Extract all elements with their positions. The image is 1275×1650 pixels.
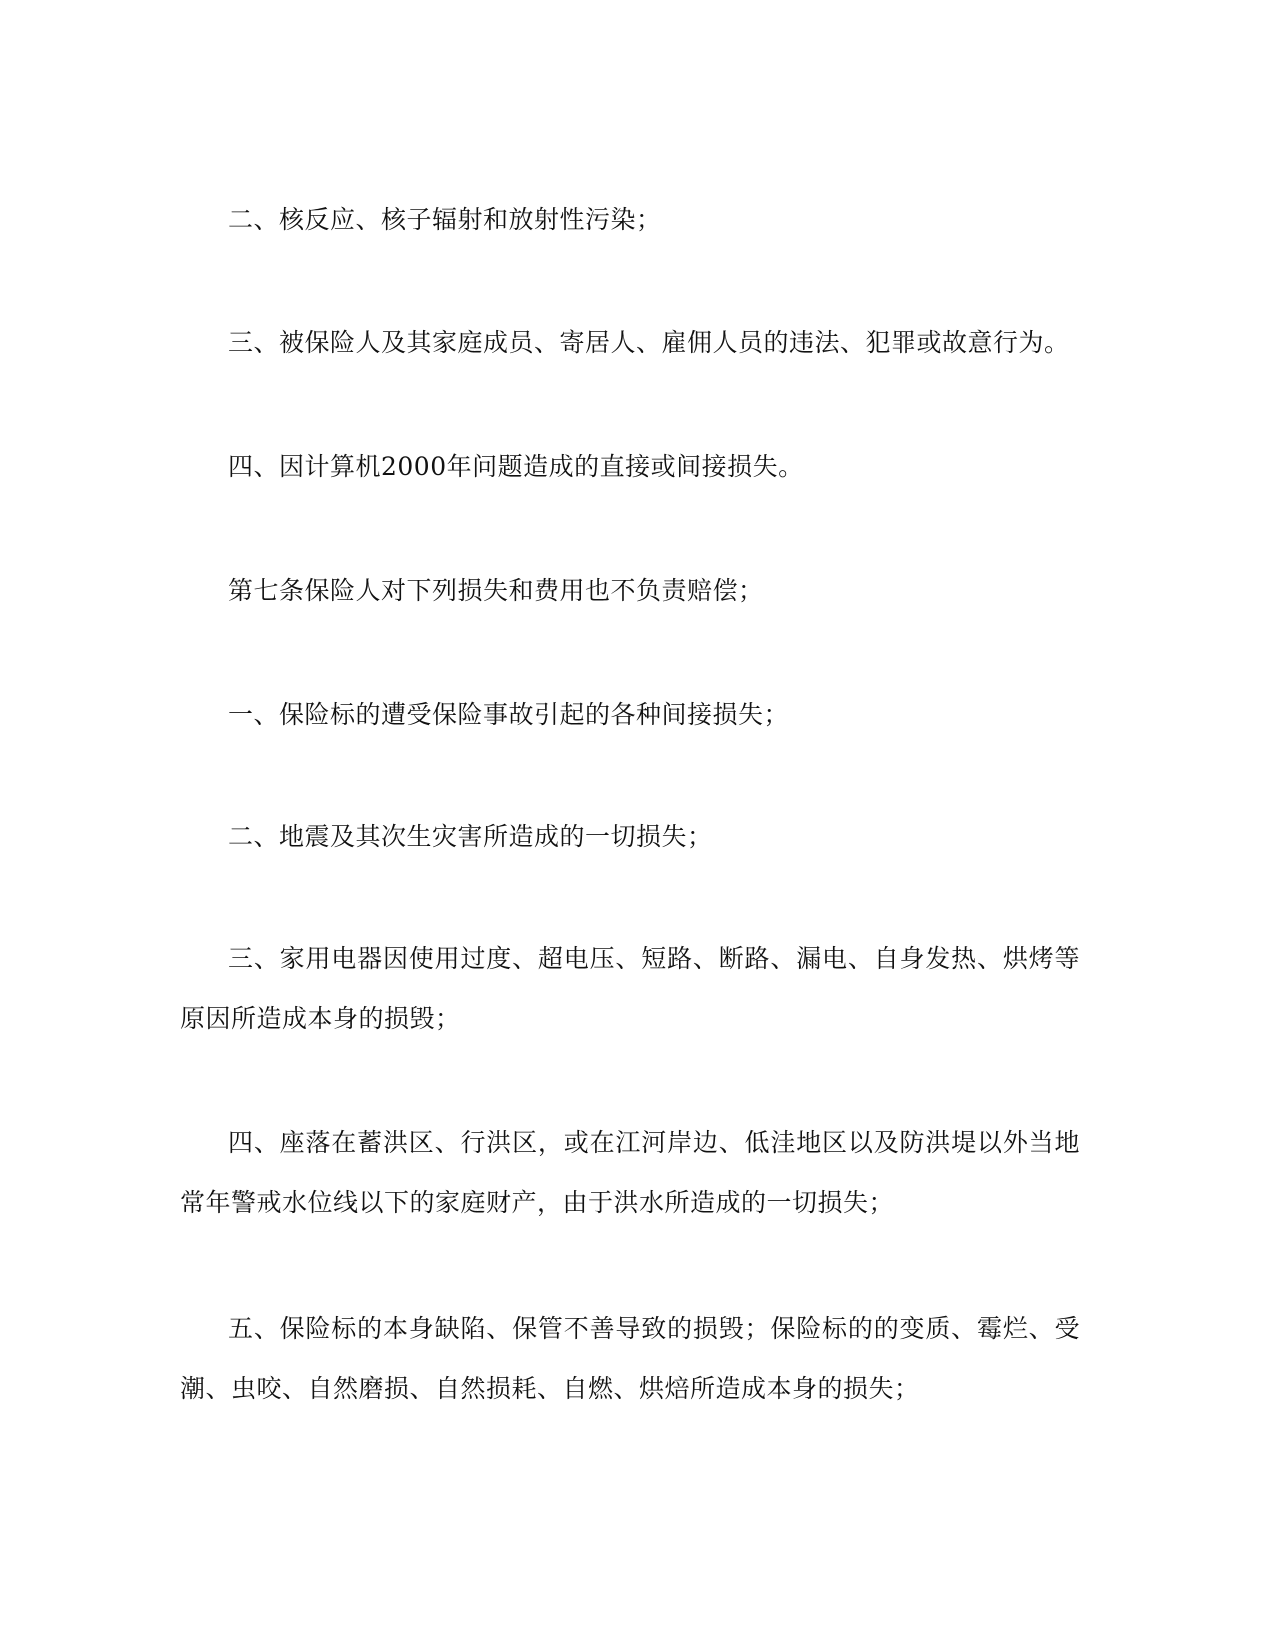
- paragraph-3: 四、因计算机2000年问题造成的直接或间接损失。: [228, 452, 804, 481]
- paragraph-5: 一、保险标的遭受保险事故引起的各种间接损失；: [228, 700, 790, 729]
- paragraph-2: 三、被保险人及其家庭成员、寄居人、雇佣人员的违法、犯罪或故意行为。: [228, 328, 1070, 357]
- paragraph-6: 二、地震及其次生灾害所造成的一切损失；: [228, 822, 713, 851]
- paragraph-7: 三、家用电器因使用过度、超电压、短路、断路、漏电、自身发热、烘烤等原因所造成本身的损毁；: [180, 944, 1080, 1033]
- paragraph-9: 五、保险标的本身缺陷、保管不善导致的损毁；保险标的的变质、霉烂、受潮、虫咬、自然磨损、自然损耗、自燃、烘焙所造成本身的损失；: [180, 1314, 1080, 1403]
- paragraph-8: 四、座落在蓄洪区、行洪区，或在江河岸边、低洼地区以及防洪堤以外当地常年警戒水位线以下的家庭财产，由于洪水所造成的一切损失；: [180, 1128, 1080, 1217]
- paragraph-4: 第七条保险人对下列损失和费用也不负责赔偿；: [228, 576, 764, 605]
- paragraph-1: 二、核反应、核子辐射和放射性污染；: [228, 205, 662, 234]
